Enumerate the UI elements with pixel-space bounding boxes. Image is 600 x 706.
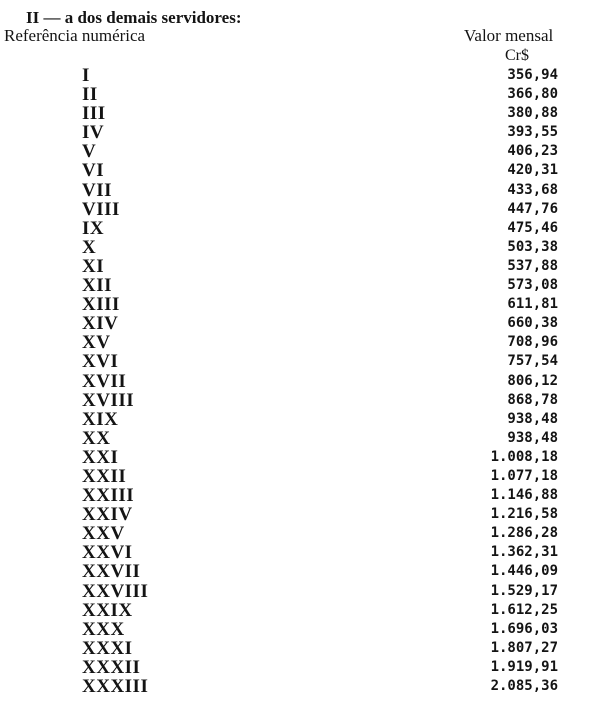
table-row (0, 333, 600, 352)
reference-numeral: XXIV (82, 504, 133, 526)
table-row (0, 295, 600, 314)
reference-numeral: VII (82, 179, 113, 201)
reference-numeral: XXVI (82, 542, 133, 564)
monthly-value: 1.919,91 (490, 658, 558, 675)
reference-numeral: V (82, 141, 97, 163)
monthly-value: 868,78 (507, 391, 558, 408)
reference-numeral: XXXIII (82, 676, 149, 697)
reference-numeral: XIV (82, 313, 119, 335)
monthly-value: 1.696,03 (490, 620, 558, 637)
reference-numeral: II (82, 84, 98, 106)
table-row (0, 448, 600, 467)
monthly-value: 447,76 (507, 200, 558, 217)
monthly-value: 938,48 (507, 410, 558, 427)
table-row (0, 582, 600, 601)
monthly-value: 573,08 (507, 277, 558, 294)
reference-numeral: XIX (82, 408, 119, 430)
table-row (0, 314, 600, 333)
table-row (0, 123, 600, 142)
table-row (0, 66, 600, 85)
table-row (0, 276, 600, 295)
reference-numeral: XXIII (82, 485, 135, 507)
reference-numeral: XXXII (82, 656, 141, 678)
reference-numeral: XXIX (82, 599, 133, 621)
monthly-value: 1.146,88 (490, 487, 558, 504)
reference-numeral: IV (82, 122, 105, 144)
monthly-value: 757,54 (507, 353, 558, 370)
monthly-value: 433,68 (507, 181, 558, 198)
monthly-value: 537,88 (507, 257, 558, 274)
reference-numeral: IX (82, 217, 105, 239)
reference-numeral: XXX (82, 618, 125, 640)
monthly-value: 503,38 (507, 238, 558, 255)
section-heading: II — a dos demais servidores: (26, 8, 242, 27)
table-row (0, 562, 600, 581)
table-row (0, 142, 600, 161)
table-row (0, 200, 600, 219)
table-row (0, 410, 600, 429)
monthly-value: 1.446,09 (490, 563, 558, 580)
reference-numeral: XV (82, 332, 111, 354)
monthly-value: 1.807,27 (490, 639, 558, 656)
table-row (0, 543, 600, 562)
reference-numeral: XIII (82, 294, 120, 316)
reference-numeral: I (82, 65, 90, 86)
reference-numeral: XVI (82, 351, 119, 373)
monthly-value: 406,23 (507, 143, 558, 160)
monthly-value: 1.286,28 (490, 525, 558, 542)
reference-numeral: XVIII (82, 389, 135, 411)
table-row (0, 85, 600, 104)
monthly-value: 366,80 (507, 86, 558, 103)
table-row (0, 372, 600, 391)
table-row (0, 161, 600, 180)
reference-numeral: XVII (82, 370, 127, 392)
reference-numeral: XXI (82, 446, 119, 468)
table-row (0, 658, 600, 677)
reference-numeral: III (82, 103, 106, 125)
monthly-value: 806,12 (507, 372, 558, 389)
column-header-value: Valor mensal (464, 26, 554, 45)
table-row (0, 524, 600, 543)
monthly-value: 420,31 (507, 162, 558, 179)
table-row (0, 104, 600, 123)
table-row (0, 486, 600, 505)
monthly-value: 380,88 (507, 105, 558, 122)
reference-numeral: XX (82, 427, 111, 449)
reference-numeral: XI (82, 255, 105, 277)
reference-numeral: XXII (82, 465, 127, 487)
table-row (0, 238, 600, 257)
monthly-value: 611,81 (507, 296, 558, 313)
reference-numeral: VI (82, 160, 105, 182)
table-row (0, 257, 600, 276)
table-row (0, 352, 600, 371)
reference-numeral: XII (82, 275, 113, 297)
monthly-value: 1.216,58 (490, 506, 558, 523)
currency-label: Cr$ (505, 47, 529, 64)
monthly-value: 1.008,18 (490, 448, 558, 465)
monthly-value: 660,38 (507, 315, 558, 332)
reference-numeral: VIII (82, 198, 120, 220)
monthly-value: 2.085,36 (490, 678, 558, 694)
reference-numeral: XXVII (82, 561, 141, 583)
reference-numeral: XXVIII (82, 580, 149, 602)
table-row (0, 391, 600, 410)
salary-table (0, 66, 600, 696)
table-row (0, 181, 600, 200)
table-row (0, 620, 600, 639)
table-row (0, 601, 600, 620)
reference-numeral: XXV (82, 523, 125, 545)
monthly-value: 1.612,25 (490, 601, 558, 618)
reference-numeral: XXXI (82, 637, 133, 659)
monthly-value: 708,96 (507, 334, 558, 351)
table-row (0, 677, 600, 696)
table-row (0, 429, 600, 448)
monthly-value: 1.077,18 (490, 467, 558, 484)
monthly-value: 393,55 (507, 124, 558, 141)
monthly-value: 356,94 (507, 67, 558, 83)
table-row (0, 219, 600, 238)
table-row (0, 505, 600, 524)
monthly-value: 1.529,17 (490, 582, 558, 599)
table-row (0, 467, 600, 486)
monthly-value: 475,46 (507, 219, 558, 236)
monthly-value: 1.362,31 (490, 544, 558, 561)
monthly-value: 938,48 (507, 429, 558, 446)
column-header-reference: Referência numérica (4, 26, 146, 45)
reference-numeral: X (82, 236, 97, 258)
table-row (0, 639, 600, 658)
